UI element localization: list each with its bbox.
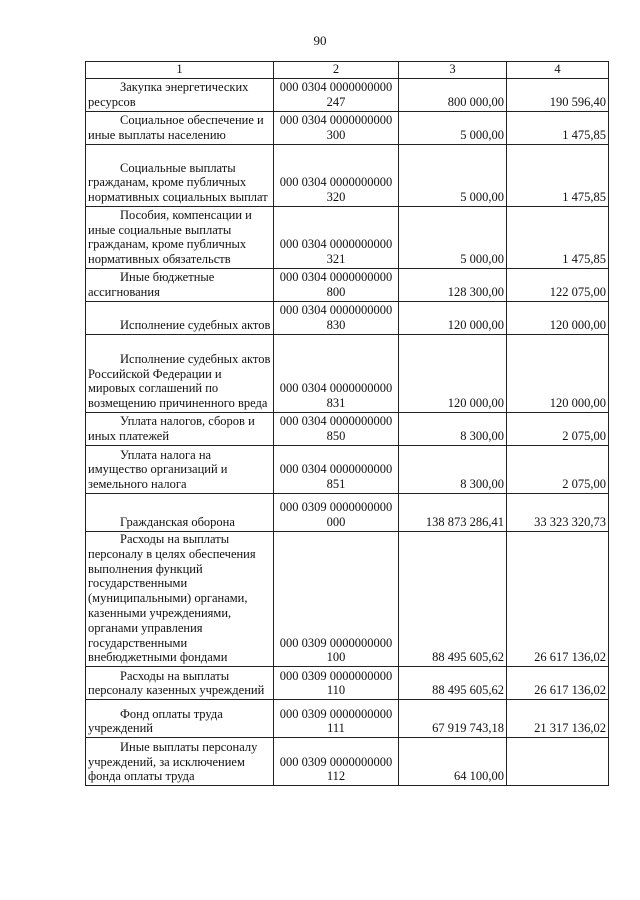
table-row xyxy=(86,738,609,786)
row-value-col4: 120 000,00 xyxy=(507,302,609,335)
table-row xyxy=(86,446,609,494)
table-row xyxy=(86,145,609,207)
row-name: Расходы на выплаты персоналу в целях обеспечения выполнения функций государственными (муниципальными) органами, казенными учреждениями, органами управления государственными внебюджетными фондами xyxy=(88,532,256,665)
row-name: Исполнение судебных актов xyxy=(120,318,271,333)
row-value-col4: 1 475,85 xyxy=(507,145,609,207)
budget-table xyxy=(85,61,609,786)
row-value-col3: 120 000,00 xyxy=(399,302,507,335)
row-value-col3: 800 000,00 xyxy=(399,79,507,112)
row-value-col4: 21 317 136,02 xyxy=(507,700,609,738)
row-code-prefix: 000 0304 0000000000 xyxy=(279,175,393,190)
table-row xyxy=(86,302,609,335)
row-value-col4: 190 596,40 xyxy=(507,79,609,112)
row-code-suffix: 112 xyxy=(326,769,346,784)
row-code-prefix: 000 0304 0000000000 xyxy=(279,303,393,318)
row-name: Иные выплаты персоналу учреждений, за исключением фонда оплаты труда xyxy=(88,739,258,784)
table-row xyxy=(86,413,609,446)
row-code-suffix: 000 xyxy=(326,515,346,530)
row-code-suffix: 111 xyxy=(327,721,345,736)
row-code-prefix: 000 0309 0000000000 xyxy=(279,668,393,683)
row-value-col3: 5 000,00 xyxy=(399,207,507,269)
row-value-col3: 64 100,00 xyxy=(399,738,507,786)
row-code-suffix: 831 xyxy=(326,396,346,411)
row-code-suffix: 300 xyxy=(326,128,346,143)
table-row xyxy=(86,112,609,145)
table-row xyxy=(86,532,609,667)
row-code-prefix: 000 0309 0000000000 xyxy=(279,635,393,650)
row-value-col4 xyxy=(507,738,609,786)
row-value-col3: 5 000,00 xyxy=(399,145,507,207)
row-value-col4: 26 617 136,02 xyxy=(507,667,609,700)
column-header-3: 3 xyxy=(399,62,507,79)
row-name: Социальное обеспечение и иные выплаты населению xyxy=(88,113,264,143)
row-name: Гражданская оборона xyxy=(120,515,235,530)
page-number: 90 xyxy=(313,33,327,48)
row-code-prefix: 000 0309 0000000000 xyxy=(279,500,393,515)
row-code-suffix: 830 xyxy=(326,318,346,333)
row-name: Уплата налога на имущество организаций и земельного налога xyxy=(88,447,228,492)
row-code-prefix: 000 0304 0000000000 xyxy=(279,270,393,285)
table-row xyxy=(86,335,609,413)
row-name: Расходы на выплаты персоналу казенных учреждений xyxy=(88,668,265,698)
row-name: Иные бюджетные ассигнования xyxy=(88,270,215,300)
table-row xyxy=(86,79,609,112)
table-row xyxy=(86,269,609,302)
row-value-col4: 2 075,00 xyxy=(507,413,609,446)
row-code-suffix: 800 xyxy=(326,285,346,300)
row-code-prefix: 000 0304 0000000000 xyxy=(279,414,393,429)
row-code-suffix: 110 xyxy=(326,683,346,698)
row-code-suffix: 247 xyxy=(326,95,346,110)
row-code-suffix: 100 xyxy=(326,650,346,665)
row-value-col4: 120 000,00 xyxy=(507,335,609,413)
table-row xyxy=(86,207,609,269)
row-value-col4: 26 617 136,02 xyxy=(507,532,609,667)
row-code-prefix: 000 0304 0000000000 xyxy=(279,80,393,95)
row-value-col3: 8 300,00 xyxy=(399,446,507,494)
row-value-col3: 120 000,00 xyxy=(399,335,507,413)
row-code-prefix: 000 0304 0000000000 xyxy=(279,381,393,396)
row-name: Уплата налогов, сборов и иных платежей xyxy=(88,414,255,444)
table-header-row xyxy=(86,62,609,79)
row-value-col4: 122 075,00 xyxy=(507,269,609,302)
row-value-col4: 33 323 320,73 xyxy=(507,494,609,532)
row-name: Закупка энергетических ресурсов xyxy=(88,80,249,110)
row-code-prefix: 000 0309 0000000000 xyxy=(279,706,393,721)
column-header-4: 4 xyxy=(507,62,609,79)
row-value-col3: 5 000,00 xyxy=(399,112,507,145)
row-value-col3: 67 919 743,18 xyxy=(399,700,507,738)
row-value-col3: 128 300,00 xyxy=(399,269,507,302)
row-code-suffix: 850 xyxy=(326,429,346,444)
row-code-prefix: 000 0309 0000000000 xyxy=(279,754,393,769)
row-code-prefix: 000 0304 0000000000 xyxy=(279,113,393,128)
row-value-col4: 2 075,00 xyxy=(507,446,609,494)
table-row xyxy=(86,494,609,532)
row-code-prefix: 000 0304 0000000000 xyxy=(279,462,393,477)
row-value-col3: 88 495 605,62 xyxy=(399,667,507,700)
row-code-suffix: 321 xyxy=(326,252,346,267)
row-code-suffix: 851 xyxy=(326,477,346,492)
row-value-col4: 1 475,85 xyxy=(507,112,609,145)
row-value-col3: 138 873 286,41 xyxy=(399,494,507,532)
row-name: Фонд оплаты труда учреждений xyxy=(88,706,223,736)
row-code-prefix: 000 0304 0000000000 xyxy=(279,237,393,252)
row-value-col3: 88 495 605,62 xyxy=(399,532,507,667)
row-name: Пособия, компенсации и иные социальные выплаты гражданам, кроме публичных нормативных обязательств xyxy=(88,207,252,267)
row-name: Социальные выплаты гражданам, кроме публичных нормативных социальных выплат xyxy=(88,160,268,205)
row-value-col3: 8 300,00 xyxy=(399,413,507,446)
row-code-suffix: 320 xyxy=(326,190,346,205)
table-row xyxy=(86,700,609,738)
table-row xyxy=(86,667,609,700)
row-value-col4: 1 475,85 xyxy=(507,207,609,269)
row-name: Исполнение судебных актов Российской Федерации и мировых соглашений по возмещению причиненного вреда xyxy=(88,351,271,411)
column-header-1: 1 xyxy=(86,62,274,79)
column-header-2: 2 xyxy=(274,62,399,79)
